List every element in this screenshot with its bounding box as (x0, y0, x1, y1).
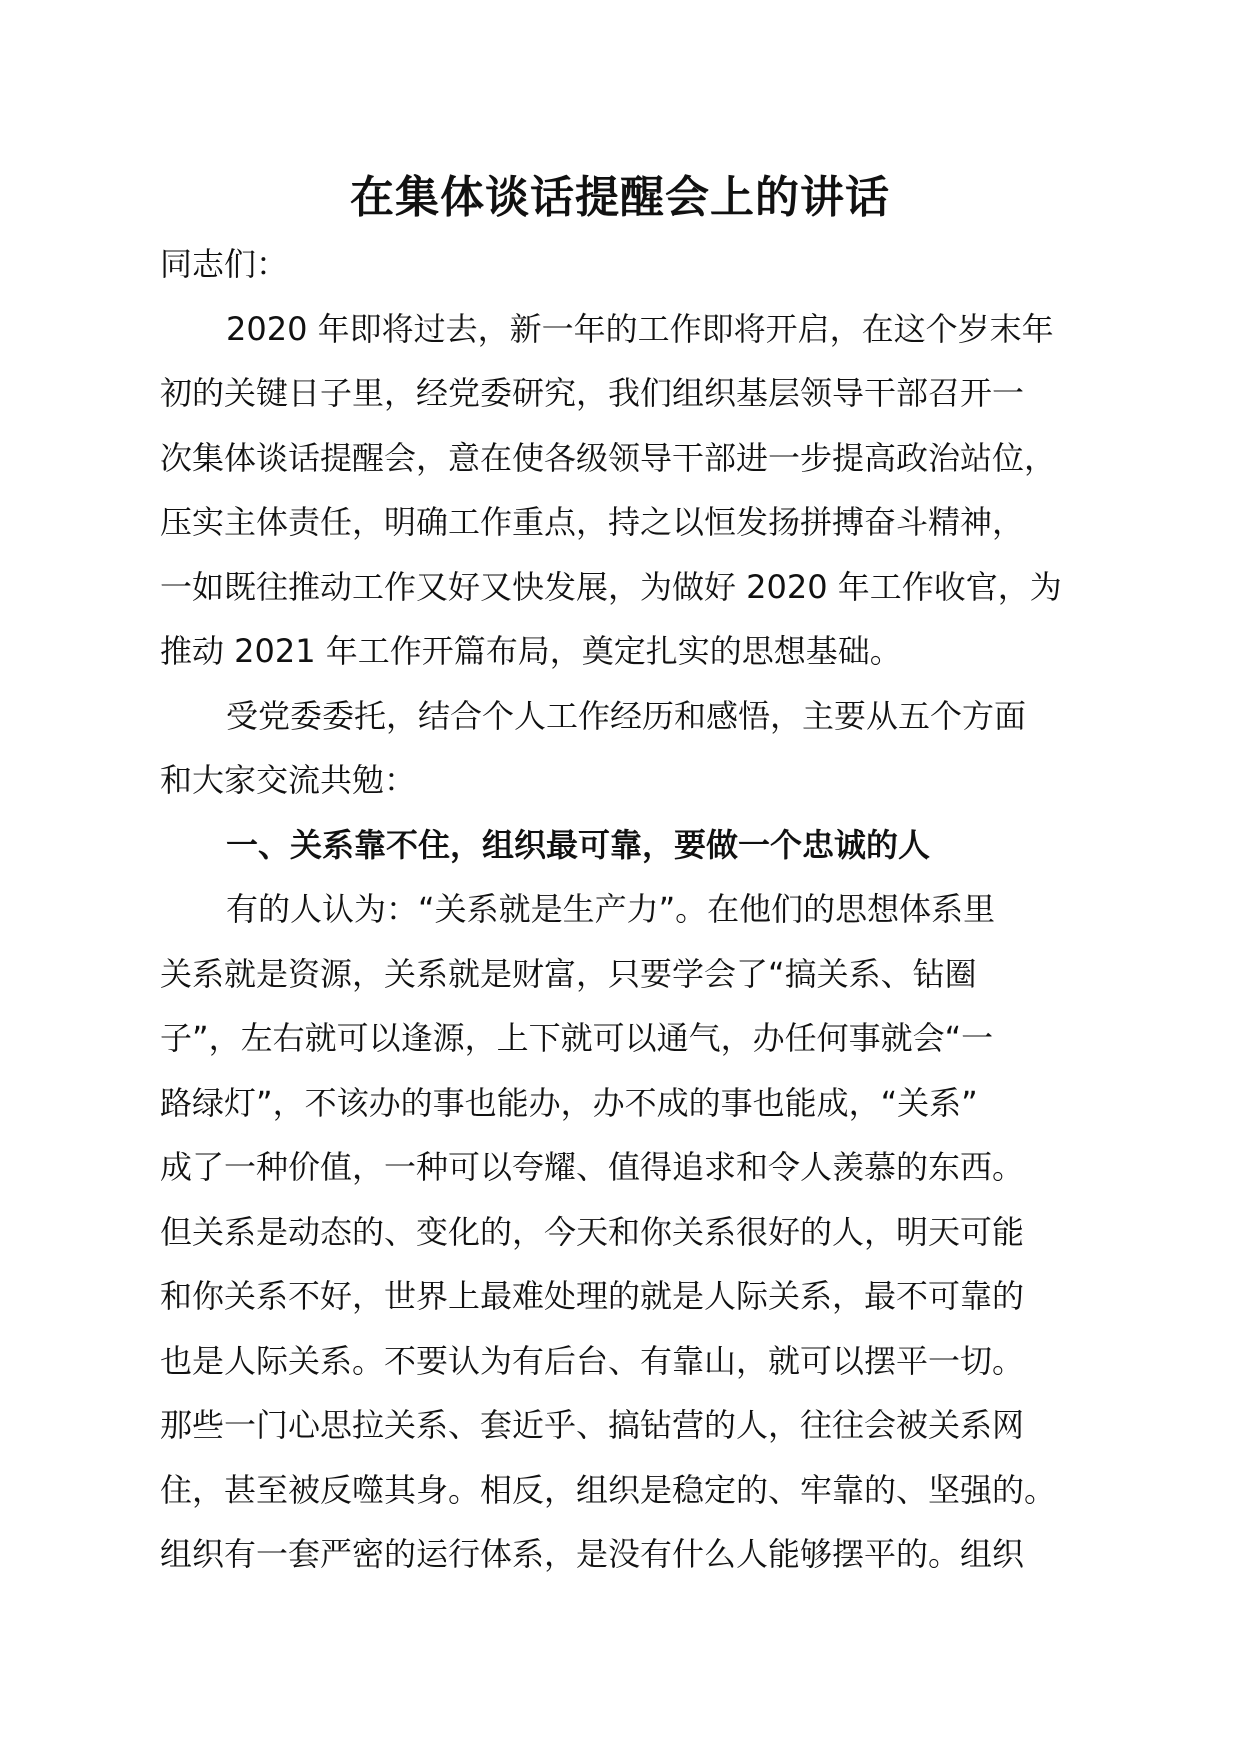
text-line: 和你关系不好，世界上最难处理的就是人际关系，最不可靠的 (160, 1277, 1025, 1315)
section-heading: 一、关系靠不住，组织最可靠，要做一个忠诚的人 (226, 825, 931, 864)
text-line: 子”，左右就可以逢源，上下就可以通气，办任何事就会“一 (160, 1019, 994, 1057)
text-line: 初的关键日子里，经党委研究，我们组织基层领导干部召开一 (160, 374, 1025, 412)
text-line: 同志们： (160, 245, 289, 283)
text-line: 住，甚至被反噬其身。相反，组织是稳定的、牢靠的、坚强的。 (160, 1470, 1057, 1509)
text-line: 路绿灯”，不该办的事也能办，办不成的事也能成，“关系” (160, 1083, 978, 1122)
text-line: 2020 年即将过去，新一年的工作即将开启，在这个岁末年 (226, 309, 1054, 348)
text-line: 那些一门心思拉关系、套近乎、搞钻营的人，往往会被关系网 (160, 1406, 1025, 1444)
text-line: 一如既往推动工作又好又快发展，为做好 2020 年工作收官，为 (160, 567, 1062, 606)
document-title: 在集体谈话提醒会上的讲话 (350, 172, 890, 223)
text-line: 组织有一套严密的运行体系，是没有什么人能够摆平的。组织 (160, 1535, 1025, 1573)
text-line: 和大家交流共勉： (160, 761, 417, 799)
text-line: 推动 2021 年工作开篇布局，奠定扎实的思想基础。 (160, 632, 902, 670)
text-line: 受党委委托，结合个人工作经历和感悟，主要从五个方面 (226, 696, 1027, 735)
text-line: 次集体谈话提醒会，意在使各级领导干部进一步提高政治站位， (160, 438, 1057, 477)
document-body (160, 232, 1120, 1587)
text-line: 也是人际关系。不要认为有后台、有靠山，就可以摆平一切。 (160, 1341, 1025, 1380)
text-line: 有的人认为：“关系就是生产力”。在他们的思想体系里 (226, 890, 996, 928)
text-line: 压实主体责任，明确工作重点，持之以恒发扬拼搏奋斗精神， (160, 503, 1025, 541)
text-line: 关系就是资源，关系就是财富，只要学会了“搞关系、钻圈 (160, 954, 977, 993)
text-line: 但关系是动态的、变化的，今天和你关系很好的人，明天可能 (160, 1212, 1025, 1251)
text-line: 成了一种价值，一种可以夸耀、值得追求和令人羡慕的东西。 (160, 1148, 1025, 1186)
